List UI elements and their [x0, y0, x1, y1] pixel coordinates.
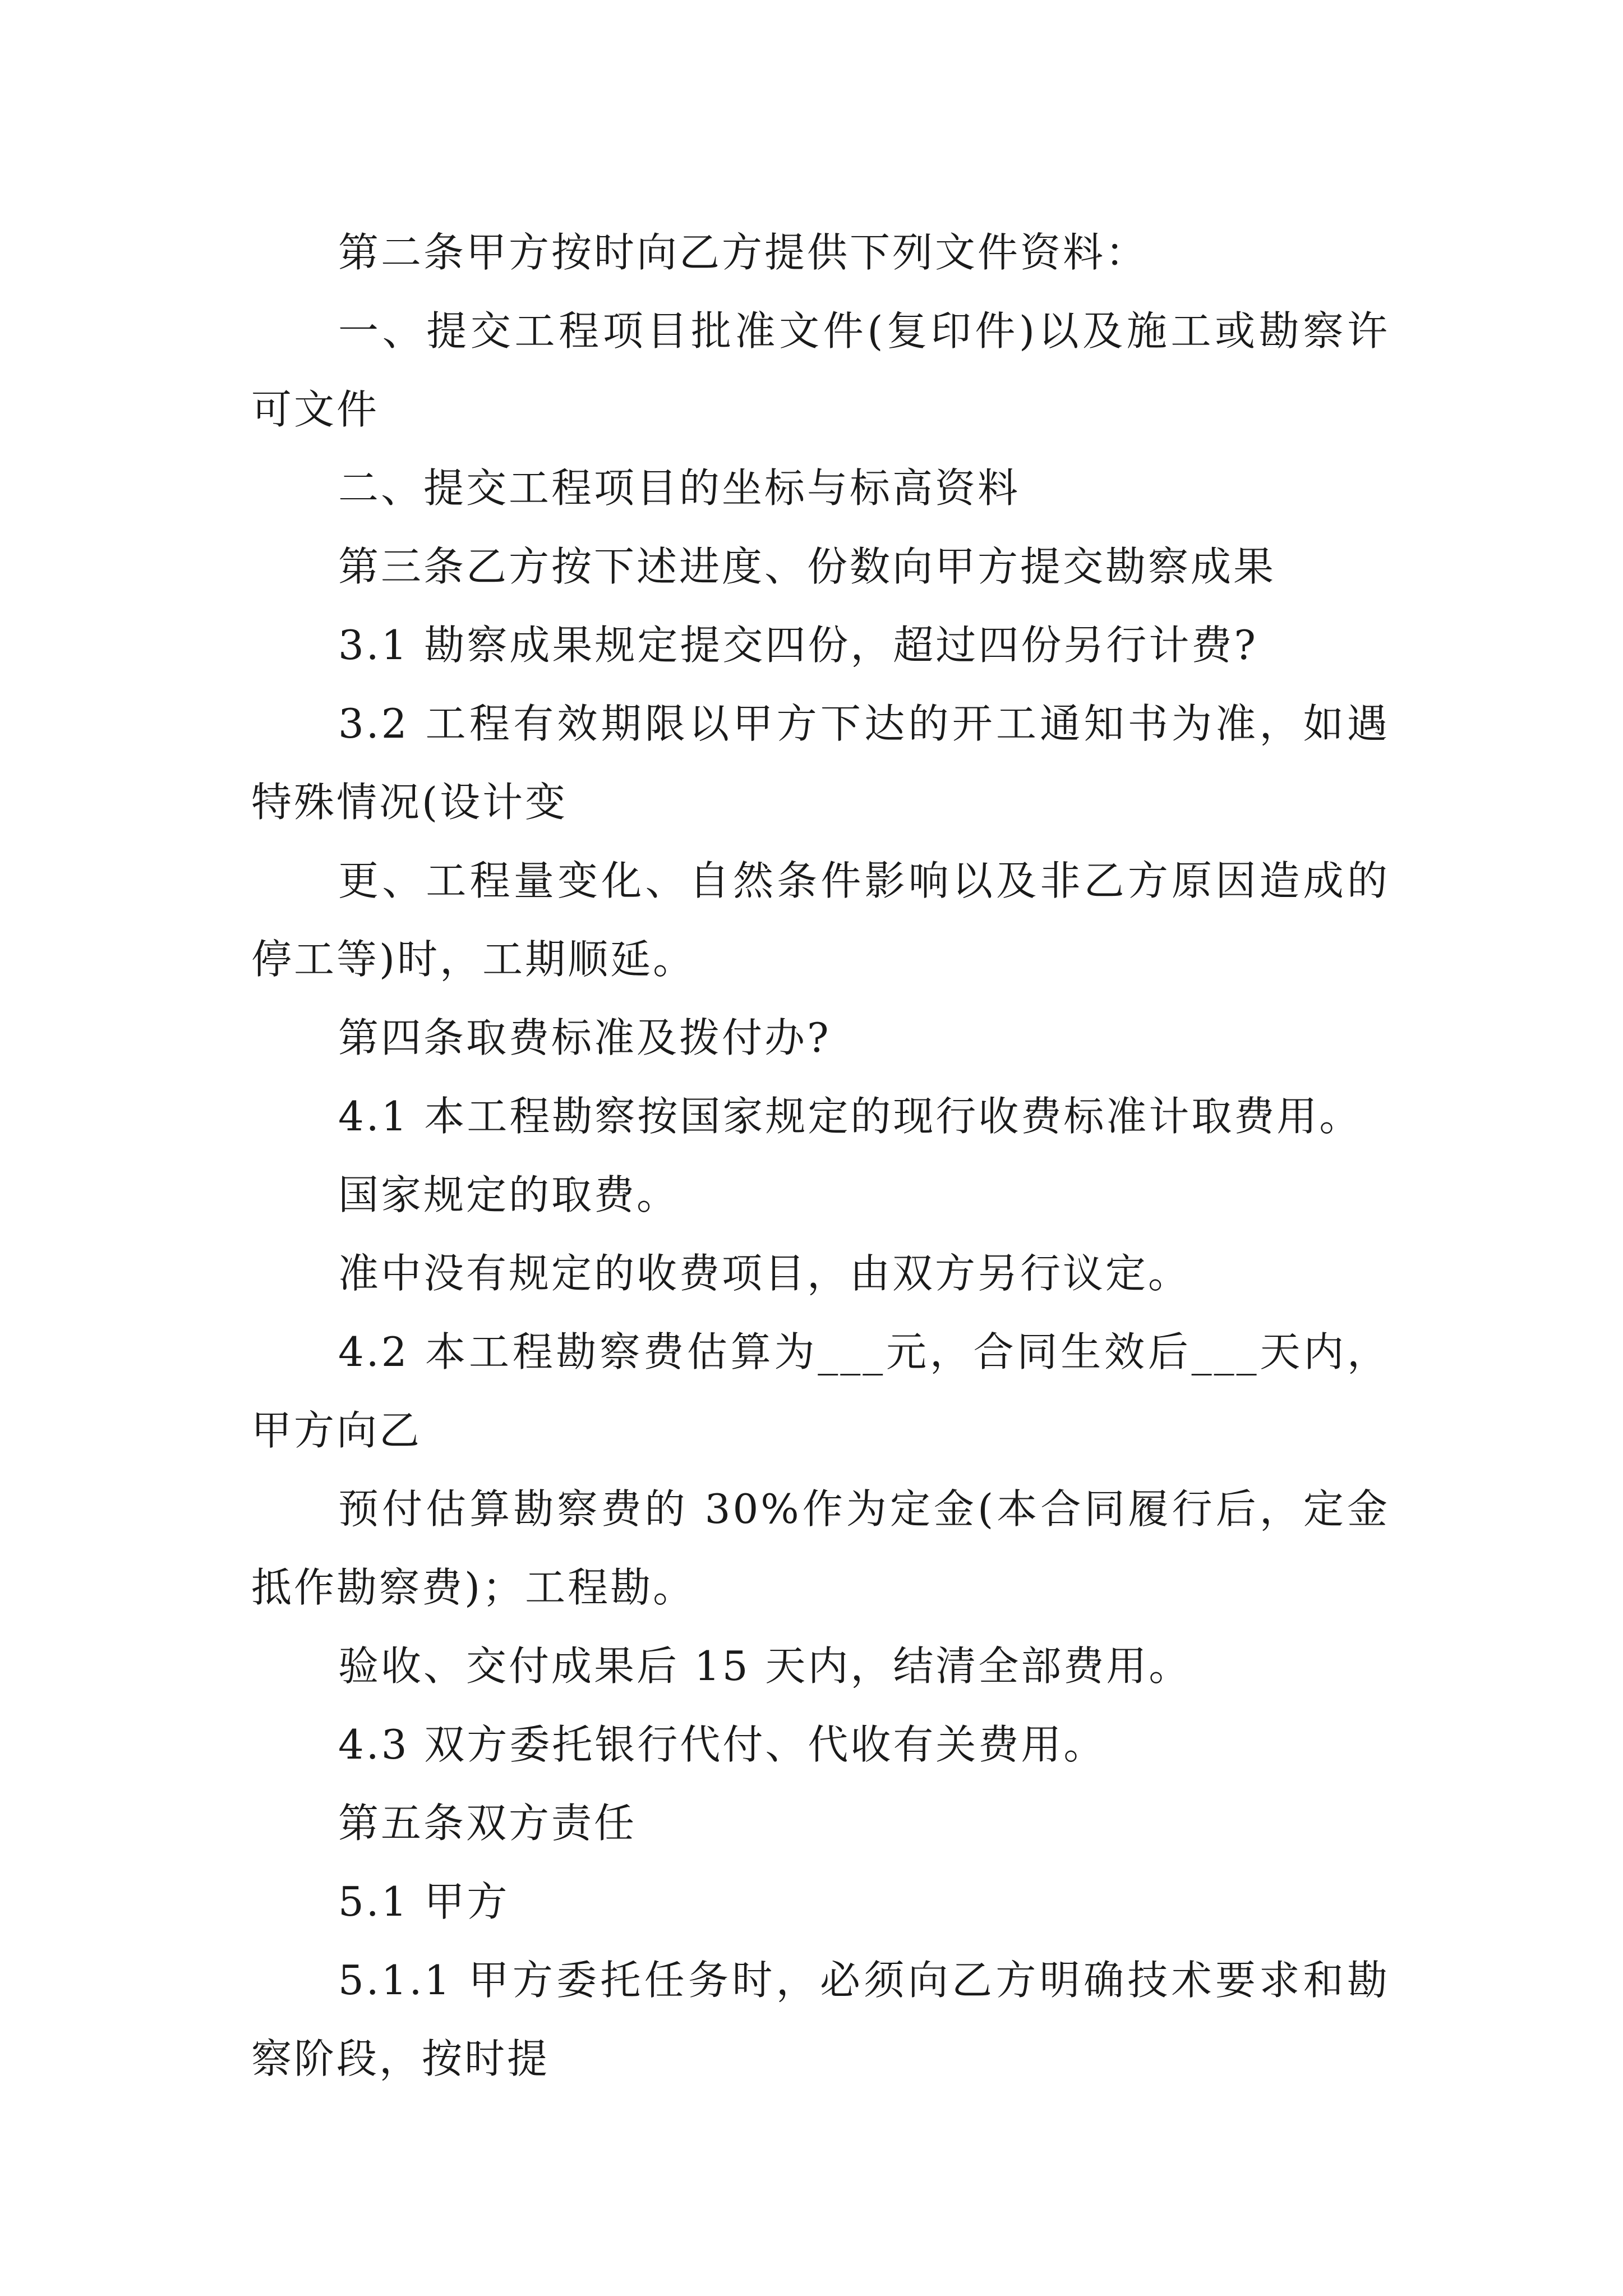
paragraph-4-1-c: 准中没有规定的收费项目，由双方另行议定。 [338, 1250, 1191, 1297]
document-body [251, 213, 1390, 2098]
paragraph-article-3: 第三条乙方按下述进度、份数向甲方提交勘察成果 [338, 543, 1276, 590]
paragraph-article-5: 第五条双方责任 [338, 1800, 637, 1847]
paragraph-4-1-b: 国家规定的取费。 [338, 1171, 680, 1218]
paragraph-article-2: 第二条甲方按时向乙方提供下列文件资料： [338, 229, 1149, 276]
paragraph-5-1-1: 5.1.1 甲方委托任务时，必须向乙方明确技术要求和勘察阶段，按时提 [251, 1957, 1390, 2082]
paragraph-3-2: 3.2 工程有效期限以甲方下达的开工通知书为准，如遇特殊情况(设计变 [251, 700, 1390, 826]
paragraph-4-2-c: 验收、交付成果后 15 天内，结清全部费用。 [338, 1642, 1192, 1690]
paragraph-item-2: 二、提交工程项目的坐标与标高资料 [338, 464, 1021, 512]
paragraph-4-2-b: 预付估算勘察费的 30%作为定金(本合同履行后，定金抵作勘察费)；工程勘。 [251, 1485, 1390, 1611]
paragraph-item-1: 一、提交工程项目批准文件(复印件)以及施工或勘察许可文件 [251, 307, 1390, 433]
paragraph-4-1: 4.1 本工程勘察按国家规定的现行收费标准计取费用。 [338, 1093, 1362, 1140]
paragraph-3-1: 3.1 勘察成果规定提交四份，超过四份另行计费? [338, 622, 1258, 669]
paragraph-article-4: 第四条取费标准及拨付办? [338, 1014, 831, 1061]
paragraph-4-2: 4.2 本工程勘察费估算为___元，合同生效后___天内，甲方向乙 [251, 1328, 1390, 1454]
paragraph-3-2-continued: 更、工程量变化、自然条件影响以及非乙方原因造成的停工等)时，工期顺延。 [251, 857, 1390, 983]
paragraph-4-3: 4.3 双方委托银行代付、代收有关费用。 [338, 1721, 1106, 1768]
paragraph-5-1: 5.1 甲方 [338, 1878, 510, 1925]
